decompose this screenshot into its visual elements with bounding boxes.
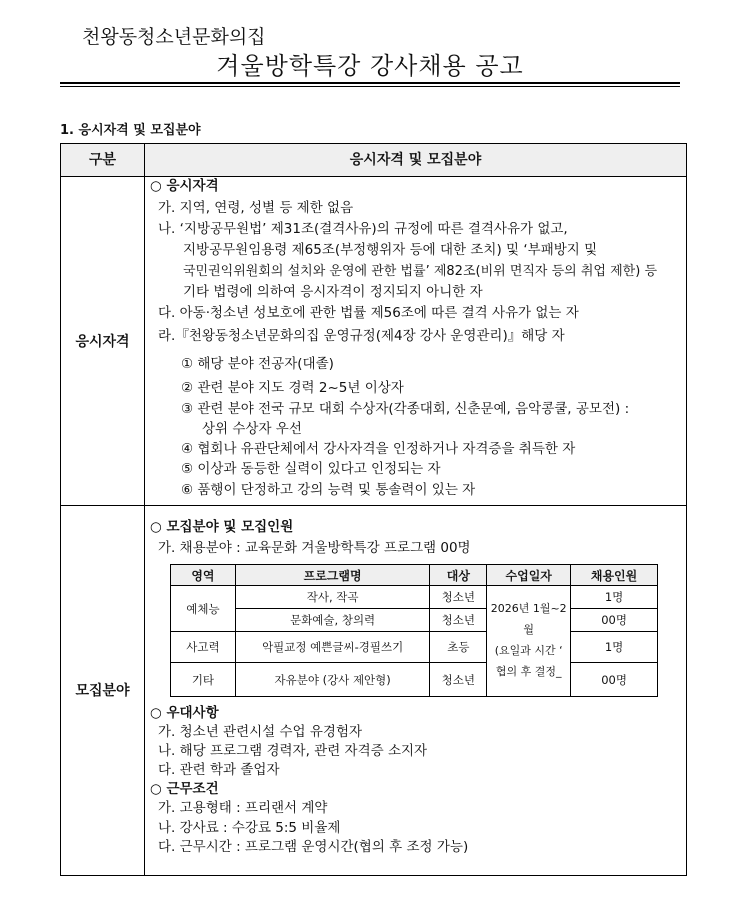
cell-program: 문화예술, 창의력 — [235, 609, 430, 632]
qual-item: ④ 협회나 유관단체에서 강사자격을 인정하거나 자격증을 취득한 자 — [181, 441, 576, 457]
qual-item: ① 해당 분야 전공자(대졸) — [181, 356, 334, 372]
qual-item: ⑤ 이상과 동등한 실력이 있다고 인정되는 자 — [181, 461, 441, 477]
program-table — [170, 564, 658, 699]
col-program: 프로그램명 — [235, 565, 430, 586]
recruit-heading: ○ 모집분야 및 모집인원 — [150, 519, 294, 535]
table-row — [171, 632, 658, 663]
header-divider — [61, 176, 686, 177]
table-row — [171, 586, 658, 609]
pref-line: 가. 청소년 관련시설 수업 유경험자 — [158, 724, 363, 740]
cell-count: 00명 — [571, 609, 658, 632]
cell-schedule — [487, 586, 571, 697]
col-date: 수업일자 — [487, 565, 571, 586]
cell-count: 1명 — [571, 586, 658, 609]
col-target: 대상 — [430, 565, 487, 586]
table-row — [171, 663, 658, 697]
label-qualification: 응시자격 — [75, 334, 130, 350]
qual-line: 기타 법령에 의하여 응시자격이 정지되지 아니한 자 — [183, 284, 483, 300]
work-heading: ○ 근무조건 — [150, 781, 219, 797]
cell-target: 청소년 — [430, 586, 487, 609]
page-title: 겨울방학특강 강사채용 공고 — [216, 52, 524, 80]
work-line: 가. 고용형태 : 프리랜서 계약 — [158, 800, 328, 816]
cell-program: 작사, 작곡 — [235, 586, 430, 609]
cell-program: 악필교정 예쁜글씨-경필쓰기 — [235, 632, 430, 663]
qualification-heading: ○ 응시자격 — [150, 178, 219, 194]
qual-item: 상위 수상자 우선 — [202, 421, 302, 437]
cell-count: 1명 — [571, 632, 658, 663]
col-area: 영역 — [171, 565, 236, 586]
qual-line: 라.『천왕동청소년문화의집 운영규정(제4장 강사 운영관리)』해당 자 — [158, 328, 565, 344]
qual-line: 나. ‘지방공무원법’ 제31조(결격사유)의 규정에 따른 결격사유가 없고, — [158, 221, 568, 237]
cell-area: 예체능 — [171, 586, 236, 632]
pref-line: 다. 관련 학과 졸업자 — [158, 762, 280, 778]
title-rule — [60, 82, 680, 84]
table-row — [171, 609, 658, 632]
qual-line: 다. 아동·청소년 성보호에 관한 법률 제56조에 따른 결격 사유가 없는 자 — [158, 305, 579, 321]
col-count: 채용인원 — [571, 565, 658, 586]
cell-area: 기타 — [171, 663, 236, 697]
work-line: 나. 강사료 : 수강료 5:5 비율제 — [158, 820, 341, 836]
qual-item: ② 관련 분야 지도 경력 2~5년 이상자 — [181, 380, 404, 396]
label-recruit: 모집분야 — [75, 683, 130, 699]
qual-line: 국민권익위원회의 설치와 운영에 관한 법률’ 제82조(비위 면직자 등의 취업 제한) 등 — [183, 264, 657, 279]
cell-program: 자유분야 (강사 제안형) — [235, 663, 430, 697]
qual-line: 가. 지역, 연령, 성별 등 제한 없음 — [158, 200, 354, 216]
column-divider — [144, 144, 145, 875]
schedule-line: 2026년 1월~2월 — [490, 602, 567, 637]
schedule-line: (요일과 시간 ‘ — [494, 644, 563, 657]
cell-count: 00명 — [571, 663, 658, 697]
cell-target: 청소년 — [430, 663, 487, 697]
schedule-line: 협의 후 결정_ — [495, 664, 562, 678]
pref-heading: ○ 우대사항 — [150, 705, 219, 721]
qual-line: 지방공무원임용령 제65조(부정행위자 등에 대한 조치) 및 ‘부패방지 및 — [183, 242, 598, 258]
cell-target: 청소년 — [430, 609, 487, 632]
header-content: 응시자격 및 모집분야 — [349, 152, 482, 168]
recruit-field-line: 가. 채용분야 : 교육문화 겨울방학특강 프로그램 00명 — [158, 540, 471, 556]
section-title: 1. 응시자격 및 모집분야 — [60, 123, 201, 138]
row-divider — [61, 505, 686, 506]
title-rule-thin — [60, 86, 680, 87]
qual-item: ⑥ 품행이 단정하고 강의 능력 및 통솔력이 있는 자 — [181, 482, 476, 498]
work-line: 다. 근무시간 : 프로그램 운영시간(협의 후 조정 가능) — [158, 839, 469, 855]
qual-item: ③ 관련 분야 전국 규모 대회 수상자(각종대회, 신춘문예, 음악콩쿨, 공모전) : — [181, 401, 630, 417]
header-category: 구분 — [88, 152, 117, 168]
pref-line: 나. 해당 프로그램 경력자, 관련 자격증 소지자 — [158, 743, 428, 759]
program-table-header — [171, 565, 658, 586]
cell-area: 사고력 — [171, 632, 236, 663]
cell-target: 초등 — [430, 632, 487, 663]
org-name: 천왕동청소년문화의집 — [82, 26, 266, 48]
